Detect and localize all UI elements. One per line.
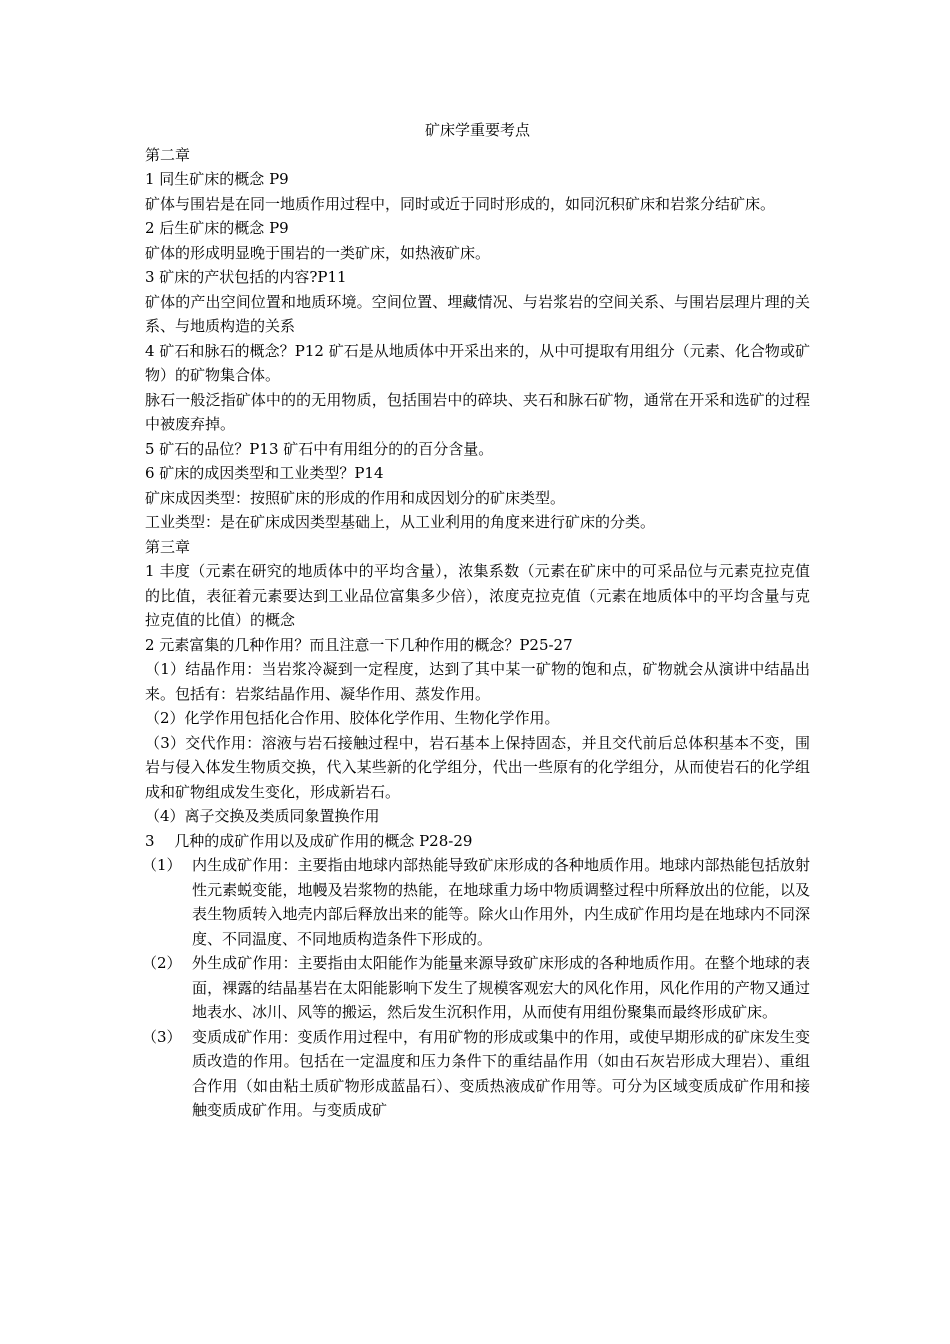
chapter-heading: 第二章: [145, 145, 191, 164]
answer-paragraph: 矿体与围岩是在同一地质作用过程中，同时或近于同时形成的，如同沉积矿床和岩浆分结矿床。: [145, 194, 776, 213]
answer-paragraph: 矿床成因类型：按照矿床的形成的作用和成因划分的矿床类型。: [145, 488, 566, 507]
question-heading: 2 后生矿床的概念 P9: [145, 219, 289, 237]
question-answer-paragraph: 5 矿石的品位？P13 矿石中有用组分的的百分含量。: [145, 439, 494, 458]
answer-paragraph: （4）离子交换及类质同象置换作用: [145, 807, 380, 825]
question-heading: 6 矿床的成因类型和工业类型？P14: [145, 464, 384, 482]
item-text: 内生成矿作用：主要指由地球内部热能导致矿床形成的各种地质作用。地球内部热能包括放射性元素蜕变能，地幔及岩浆物的热能，在地球重力场中物质调整过程中所释放出的位能，以及表生物质转入地壳内部后释放出来的能等。除火山作用外，内生成矿作用均是在地球内不同深度、不同温度、不同地质构造条件下形成的。: [192, 856, 810, 948]
answer-paragraph: （3）交代作用：溶液与岩石接触过程中，岩石基本上保持固态，并且交代前后总体积基本不变，围岩与侵入体发生物质交换，代入某些新的化学组分，代出一些原有的化学组分，从而使岩石的化学组成和矿物组成发生变化，形成新岩石。: [145, 733, 810, 801]
answer-paragraph: （1）结晶作用：当岩浆冷凝到一定程度，达到了其中某一矿物的饱和点，矿物就会从演讲中结晶出来。包括有：岩浆结晶作用、凝华作用、蒸发作用。: [145, 660, 810, 703]
answer-paragraph: 矿体的产出空间位置和地质环境。空间位置、埋藏情况、与岩浆岩的空间关系、与围岩层理片理的关系、与地质构造的关系: [145, 292, 810, 335]
question-heading: 2 元素富集的几种作用？而且注意一下几种作用的概念？P25-27: [145, 635, 573, 654]
question-heading: 1 丰度（元素在研究的地质体中的平均含量），浓集系数（元素在矿床中的可采品位与元素克拉克值的比值，表征着元素要达到工业品位富集多少倍），浓度克拉克值（元素在地质体中的平均含量与克拉克值的比值）的概念: [145, 562, 810, 629]
chapter-heading: 第三章: [145, 537, 191, 556]
document-page: [142, 118, 810, 1123]
question-answer-paragraph: 4 矿石和脉石的概念？P12 矿石是从地质体中开采出来的，从中可提取有用组分（元素、化合物或矿物）的矿物集合体。: [145, 341, 810, 384]
numbered-item: [142, 853, 810, 951]
answer-paragraph: 工业类型：是在矿床成因类型基础上，从工业利用的角度来进行矿床的分类。: [145, 513, 656, 531]
item-number: （1）: [142, 856, 182, 874]
item-text: 变质成矿作用：变质作用过程中，有用矿物的形成或集中的作用，或使早期形成的矿床发生变质改造的作用。包括在一定温度和压力条件下的重结晶作用（如由石灰岩形成大理岩）、重组合作用（如由粘土质矿物形成蓝晶石）、变质热液成矿作用等。可分为区域变质成矿作用和接触变质成矿作用。与变质成矿: [192, 1027, 810, 1119]
question-heading: 1 同生矿床的概念 P9: [145, 170, 289, 188]
numbered-item: [142, 951, 810, 1025]
answer-paragraph: 矿体的形成明显晚于围岩的一类矿床，如热液矿床。: [145, 243, 491, 262]
question-heading: 3 矿床的产状包括的内容?P11: [145, 268, 347, 286]
question-heading: 3 几种的成矿作用以及成矿作用的概念 P28-29: [145, 831, 473, 850]
item-text: 外生成矿作用：主要指由太阳能作为能量来源导致矿床形成的各种地质作用。在整个地球的表面，裸露的结晶基岩在太阳能影响下发生了规模客观宏大的风化作用，风化作用的产物又通过地表水、冰川、风等的搬运，然后发生沉积作用，从而使有用组份聚集而最终形成矿床。: [192, 954, 810, 1021]
document-title: 矿床学重要考点: [424, 121, 530, 139]
item-number: （2）: [142, 954, 182, 972]
answer-paragraph: （2）化学作用包括化合作用、胶体化学作用、生物化学作用。: [145, 709, 560, 727]
numbered-item: [142, 1025, 810, 1123]
item-number: （3）: [142, 1027, 182, 1046]
answer-paragraph: 脉石一般泛指矿体中的的无用物质，包括围岩中的碎块、夹石和脉石矿物，通常在开采和选矿的过程中被废弃掉。: [145, 390, 810, 433]
